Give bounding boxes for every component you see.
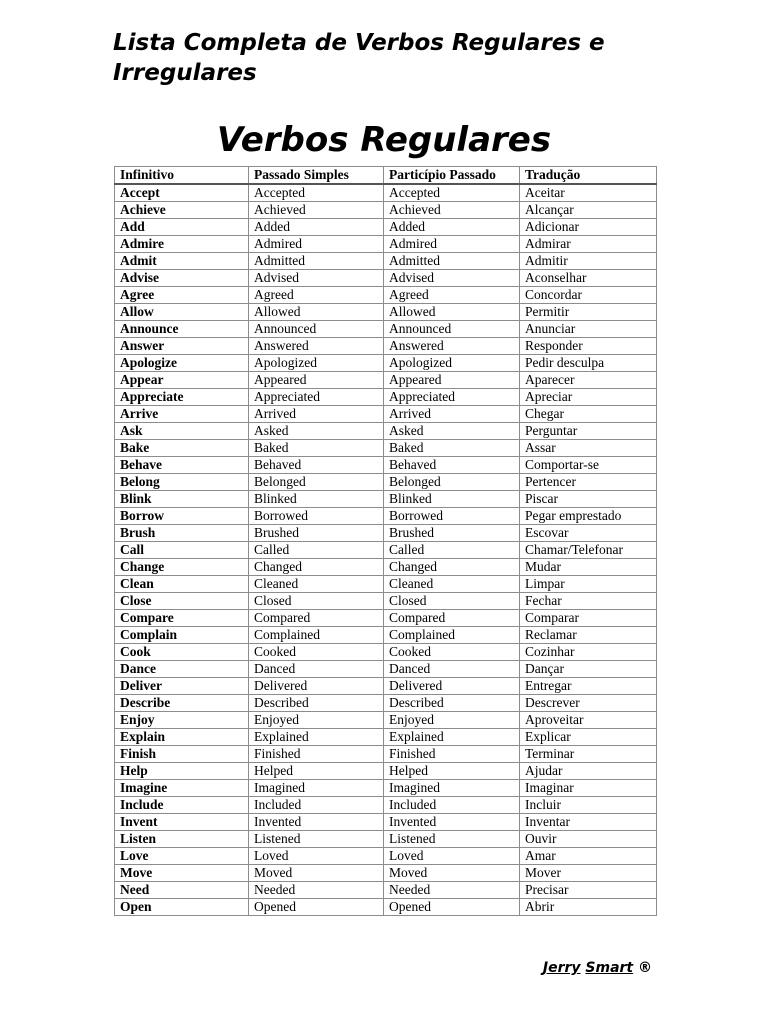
traducao-cell: Piscar: [520, 491, 657, 508]
infinitivo-cell: Behave: [115, 457, 249, 474]
passado-simples-cell: Admitted: [249, 253, 384, 270]
passado-simples-cell: Accepted: [249, 184, 384, 202]
infinitivo-cell: Arrive: [115, 406, 249, 423]
table-row: [115, 780, 657, 797]
table-row: [115, 576, 657, 593]
passado-simples-cell: Arrived: [249, 406, 384, 423]
traducao-cell: Imaginar: [520, 780, 657, 797]
passado-simples-cell: Changed: [249, 559, 384, 576]
traducao-cell: Descrever: [520, 695, 657, 712]
table-header-row: [115, 167, 657, 185]
table-row: [115, 695, 657, 712]
passado-simples-cell: Needed: [249, 882, 384, 899]
infinitivo-cell: Change: [115, 559, 249, 576]
table-row: [115, 831, 657, 848]
table-row: [115, 797, 657, 814]
participio-passado-cell: Opened: [384, 899, 520, 916]
traducao-cell: Abrir: [520, 899, 657, 916]
traducao-cell: Comparar: [520, 610, 657, 627]
infinitivo-cell: Love: [115, 848, 249, 865]
passado-simples-cell: Explained: [249, 729, 384, 746]
participio-passado-cell: Blinked: [384, 491, 520, 508]
passado-simples-cell: Cleaned: [249, 576, 384, 593]
infinitivo-cell: Close: [115, 593, 249, 610]
infinitivo-cell: Advise: [115, 270, 249, 287]
participio-passado-cell: Admired: [384, 236, 520, 253]
infinitivo-cell: Admit: [115, 253, 249, 270]
infinitivo-cell: Brush: [115, 525, 249, 542]
passado-simples-cell: Announced: [249, 321, 384, 338]
passado-simples-cell: Helped: [249, 763, 384, 780]
table-row: [115, 814, 657, 831]
table-row: [115, 474, 657, 491]
table-row: [115, 389, 657, 406]
table-row: [115, 627, 657, 644]
table-row: [115, 202, 657, 219]
traducao-cell: Amar: [520, 848, 657, 865]
traducao-cell: Responder: [520, 338, 657, 355]
passado-simples-cell: Blinked: [249, 491, 384, 508]
passado-simples-cell: Admired: [249, 236, 384, 253]
participio-passado-cell: Borrowed: [384, 508, 520, 525]
infinitivo-cell: Cook: [115, 644, 249, 661]
traducao-cell: Adicionar: [520, 219, 657, 236]
infinitivo-cell: Help: [115, 763, 249, 780]
traducao-cell: Cozinhar: [520, 644, 657, 661]
passado-simples-cell: Asked: [249, 423, 384, 440]
infinitivo-cell: Compare: [115, 610, 249, 627]
participio-passado-cell: Appreciated: [384, 389, 520, 406]
passado-simples-cell: Appeared: [249, 372, 384, 389]
participio-passado-cell: Belonged: [384, 474, 520, 491]
table-row: [115, 610, 657, 627]
passado-simples-cell: Danced: [249, 661, 384, 678]
participio-passado-cell: Described: [384, 695, 520, 712]
passado-simples-cell: Closed: [249, 593, 384, 610]
infinitivo-cell: Bake: [115, 440, 249, 457]
header-traducao: Tradução: [520, 167, 657, 185]
participio-passado-cell: Behaved: [384, 457, 520, 474]
table-row: [115, 678, 657, 695]
infinitivo-cell: Deliver: [115, 678, 249, 695]
passado-simples-cell: Listened: [249, 831, 384, 848]
passado-simples-cell: Behaved: [249, 457, 384, 474]
participio-passado-cell: Listened: [384, 831, 520, 848]
passado-simples-cell: Borrowed: [249, 508, 384, 525]
infinitivo-cell: Imagine: [115, 780, 249, 797]
infinitivo-cell: Clean: [115, 576, 249, 593]
table-row: [115, 848, 657, 865]
traducao-cell: Explicar: [520, 729, 657, 746]
infinitivo-cell: Appreciate: [115, 389, 249, 406]
infinitivo-cell: Apologize: [115, 355, 249, 372]
infinitivo-cell: Describe: [115, 695, 249, 712]
infinitivo-cell: Ask: [115, 423, 249, 440]
table-row: [115, 457, 657, 474]
infinitivo-cell: Admire: [115, 236, 249, 253]
traducao-cell: Fechar: [520, 593, 657, 610]
infinitivo-cell: Announce: [115, 321, 249, 338]
participio-passado-cell: Helped: [384, 763, 520, 780]
participio-passado-cell: Apologized: [384, 355, 520, 372]
participio-passado-cell: Enjoyed: [384, 712, 520, 729]
passado-simples-cell: Compared: [249, 610, 384, 627]
table-row: [115, 321, 657, 338]
traducao-cell: Escovar: [520, 525, 657, 542]
infinitivo-cell: Finish: [115, 746, 249, 763]
traducao-cell: Dançar: [520, 661, 657, 678]
traducao-cell: Concordar: [520, 287, 657, 304]
author-first-name: Jerry: [542, 960, 581, 976]
table-row: [115, 355, 657, 372]
table-row: [115, 406, 657, 423]
participio-passado-cell: Added: [384, 219, 520, 236]
passado-simples-cell: Loved: [249, 848, 384, 865]
participio-passado-cell: Imagined: [384, 780, 520, 797]
passado-simples-cell: Imagined: [249, 780, 384, 797]
participio-passado-cell: Admitted: [384, 253, 520, 270]
table-row: [115, 882, 657, 899]
infinitivo-cell: Dance: [115, 661, 249, 678]
participio-passado-cell: Cleaned: [384, 576, 520, 593]
passado-simples-cell: Cooked: [249, 644, 384, 661]
traducao-cell: Alcançar: [520, 202, 657, 219]
traducao-cell: Aceitar: [520, 184, 657, 202]
table-row: [115, 865, 657, 882]
participio-passado-cell: Needed: [384, 882, 520, 899]
author-signature: [543, 959, 652, 977]
infinitivo-cell: Agree: [115, 287, 249, 304]
passado-simples-cell: Advised: [249, 270, 384, 287]
table-row: [115, 899, 657, 916]
traducao-cell: Admirar: [520, 236, 657, 253]
passado-simples-cell: Baked: [249, 440, 384, 457]
header-infinitivo: Infinitivo: [115, 167, 249, 185]
infinitivo-cell: Complain: [115, 627, 249, 644]
traducao-cell: Mudar: [520, 559, 657, 576]
infinitivo-cell: Answer: [115, 338, 249, 355]
passado-simples-cell: Appreciated: [249, 389, 384, 406]
traducao-cell: Admitir: [520, 253, 657, 270]
participio-passado-cell: Called: [384, 542, 520, 559]
traducao-cell: Chegar: [520, 406, 657, 423]
participio-passado-cell: Achieved: [384, 202, 520, 219]
traducao-cell: Aconselhar: [520, 270, 657, 287]
infinitivo-cell: Invent: [115, 814, 249, 831]
verbs-table: [114, 166, 657, 916]
traducao-cell: Precisar: [520, 882, 657, 899]
infinitivo-cell: Accept: [115, 184, 249, 202]
traducao-cell: Mover: [520, 865, 657, 882]
passado-simples-cell: Brushed: [249, 525, 384, 542]
participio-passado-cell: Advised: [384, 270, 520, 287]
table-row: [115, 763, 657, 780]
table-row: [115, 729, 657, 746]
traducao-cell: Ajudar: [520, 763, 657, 780]
traducao-cell: Pedir desculpa: [520, 355, 657, 372]
traducao-cell: Assar: [520, 440, 657, 457]
participio-passado-cell: Asked: [384, 423, 520, 440]
participio-passado-cell: Appeared: [384, 372, 520, 389]
traducao-cell: Incluir: [520, 797, 657, 814]
table-row: [115, 253, 657, 270]
traducao-cell: Reclamar: [520, 627, 657, 644]
passado-simples-cell: Delivered: [249, 678, 384, 695]
infinitivo-cell: Open: [115, 899, 249, 916]
passado-simples-cell: Achieved: [249, 202, 384, 219]
table-row: [115, 712, 657, 729]
traducao-cell: Apreciar: [520, 389, 657, 406]
passado-simples-cell: Allowed: [249, 304, 384, 321]
table-row: [115, 525, 657, 542]
traducao-cell: Entregar: [520, 678, 657, 695]
infinitivo-cell: Enjoy: [115, 712, 249, 729]
table-row: [115, 287, 657, 304]
table-body: [115, 184, 657, 916]
passado-simples-cell: Invented: [249, 814, 384, 831]
passado-simples-cell: Finished: [249, 746, 384, 763]
participio-passado-cell: Agreed: [384, 287, 520, 304]
infinitivo-cell: Explain: [115, 729, 249, 746]
traducao-cell: Anunciar: [520, 321, 657, 338]
table-row: [115, 270, 657, 287]
participio-passado-cell: Brushed: [384, 525, 520, 542]
participio-passado-cell: Complained: [384, 627, 520, 644]
traducao-cell: Pertencer: [520, 474, 657, 491]
passado-simples-cell: Moved: [249, 865, 384, 882]
traducao-cell: Aparecer: [520, 372, 657, 389]
passado-simples-cell: Included: [249, 797, 384, 814]
participio-passado-cell: Loved: [384, 848, 520, 865]
infinitivo-cell: Achieve: [115, 202, 249, 219]
traducao-cell: Comportar-se: [520, 457, 657, 474]
infinitivo-cell: Add: [115, 219, 249, 236]
participio-passado-cell: Finished: [384, 746, 520, 763]
table-row: [115, 644, 657, 661]
participio-passado-cell: Closed: [384, 593, 520, 610]
participio-passado-cell: Invented: [384, 814, 520, 831]
table-row: [115, 440, 657, 457]
participio-passado-cell: Delivered: [384, 678, 520, 695]
participio-passado-cell: Arrived: [384, 406, 520, 423]
participio-passado-cell: Announced: [384, 321, 520, 338]
header-passado-simples: Passado Simples: [249, 167, 384, 185]
table-row: [115, 542, 657, 559]
participio-passado-cell: Allowed: [384, 304, 520, 321]
registered-mark: ®: [638, 960, 652, 976]
table-row: [115, 304, 657, 321]
infinitivo-cell: Appear: [115, 372, 249, 389]
infinitivo-cell: Include: [115, 797, 249, 814]
header-participio-passado: Particípio Passado: [384, 167, 520, 185]
traducao-cell: Permitir: [520, 304, 657, 321]
participio-passado-cell: Explained: [384, 729, 520, 746]
table-row: [115, 661, 657, 678]
passado-simples-cell: Apologized: [249, 355, 384, 372]
traducao-cell: Terminar: [520, 746, 657, 763]
table-row: [115, 338, 657, 355]
participio-passado-cell: Baked: [384, 440, 520, 457]
passado-simples-cell: Added: [249, 219, 384, 236]
table-row: [115, 746, 657, 763]
participio-passado-cell: Danced: [384, 661, 520, 678]
traducao-cell: Chamar/Telefonar: [520, 542, 657, 559]
document-title: Lista Completa de Verbos Regulares e Irregulares: [113, 30, 605, 86]
traducao-cell: Inventar: [520, 814, 657, 831]
table-row: [115, 508, 657, 525]
table-row: [115, 372, 657, 389]
passado-simples-cell: Answered: [249, 338, 384, 355]
infinitivo-cell: Listen: [115, 831, 249, 848]
infinitivo-cell: Need: [115, 882, 249, 899]
table-row: [115, 593, 657, 610]
passado-simples-cell: Described: [249, 695, 384, 712]
passado-simples-cell: Called: [249, 542, 384, 559]
infinitivo-cell: Move: [115, 865, 249, 882]
passado-simples-cell: Complained: [249, 627, 384, 644]
participio-passado-cell: Changed: [384, 559, 520, 576]
traducao-cell: Pegar emprestado: [520, 508, 657, 525]
table-row: [115, 491, 657, 508]
infinitivo-cell: Allow: [115, 304, 249, 321]
participio-passado-cell: Answered: [384, 338, 520, 355]
traducao-cell: Aproveitar: [520, 712, 657, 729]
passado-simples-cell: Opened: [249, 899, 384, 916]
table-row: [115, 219, 657, 236]
participio-passado-cell: Accepted: [384, 184, 520, 202]
participio-passado-cell: Included: [384, 797, 520, 814]
author-last-name: Smart: [585, 960, 634, 976]
table-row: [115, 236, 657, 253]
passado-simples-cell: Agreed: [249, 287, 384, 304]
traducao-cell: Perguntar: [520, 423, 657, 440]
participio-passado-cell: Compared: [384, 610, 520, 627]
traducao-cell: Limpar: [520, 576, 657, 593]
passado-simples-cell: Enjoyed: [249, 712, 384, 729]
table-row: [115, 559, 657, 576]
table-row: [115, 423, 657, 440]
traducao-cell: Ouvir: [520, 831, 657, 848]
participio-passado-cell: Moved: [384, 865, 520, 882]
infinitivo-cell: Borrow: [115, 508, 249, 525]
infinitivo-cell: Belong: [115, 474, 249, 491]
passado-simples-cell: Belonged: [249, 474, 384, 491]
participio-passado-cell: Cooked: [384, 644, 520, 661]
table-row: [115, 184, 657, 202]
section-title: Verbos Regulares: [216, 120, 552, 160]
infinitivo-cell: Blink: [115, 491, 249, 508]
infinitivo-cell: Call: [115, 542, 249, 559]
